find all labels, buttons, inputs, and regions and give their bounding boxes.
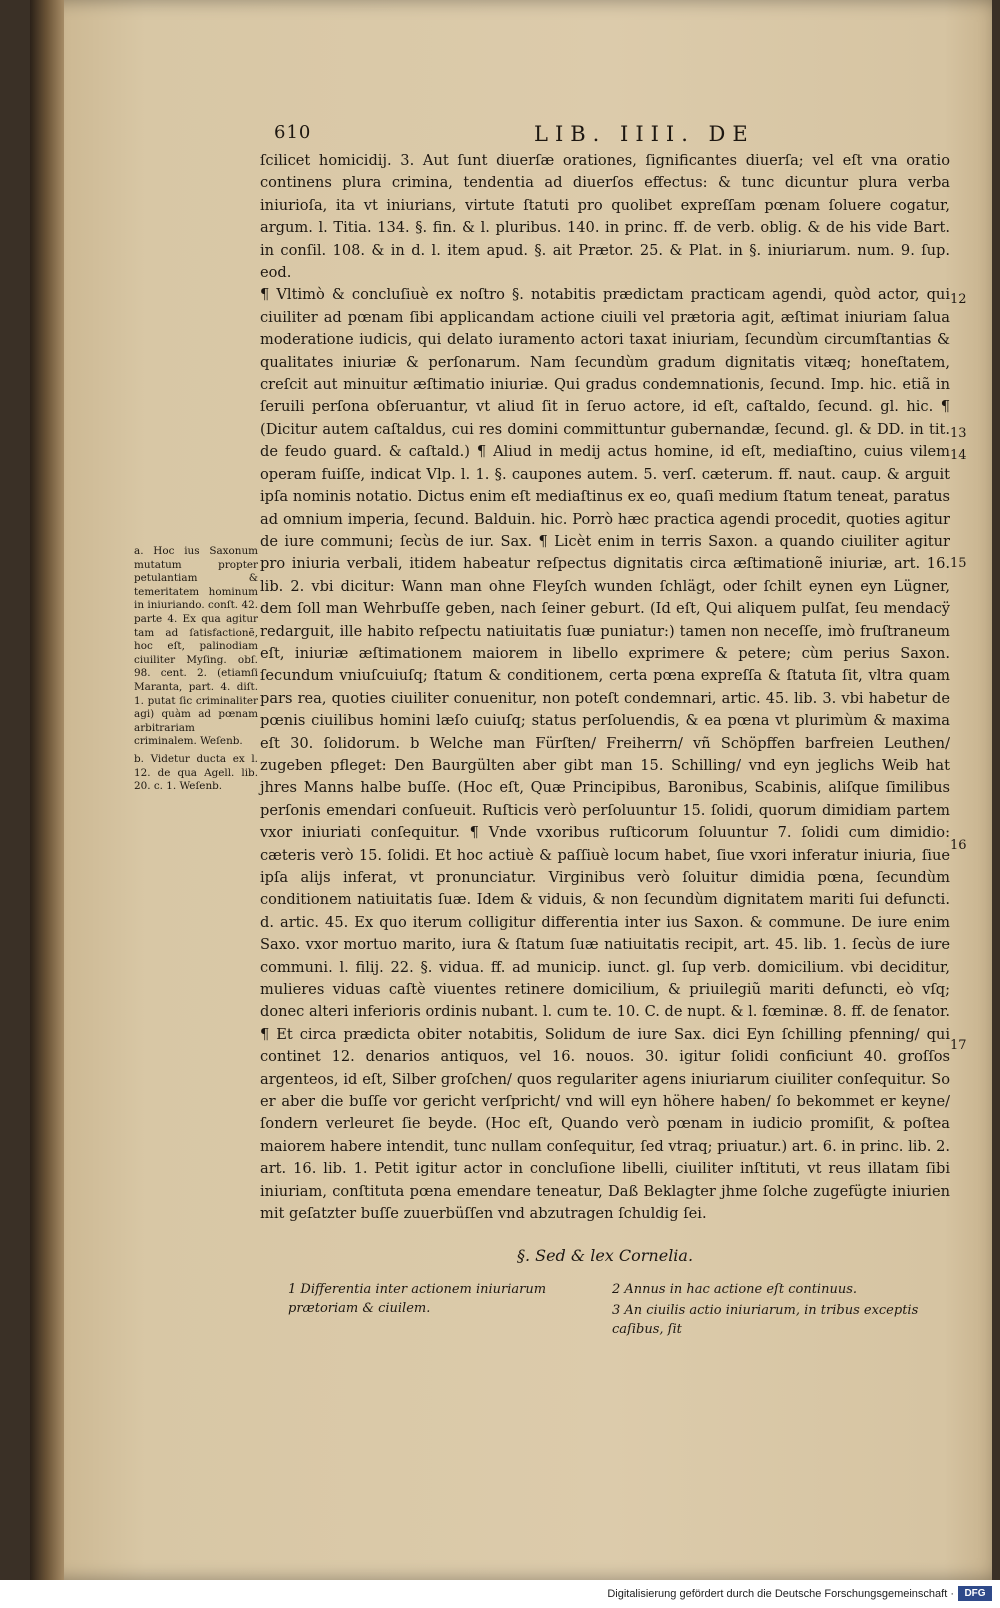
- running-head: LIB. IIII. DE: [534, 122, 755, 146]
- summary-right: [612, 1280, 962, 1341]
- margin-number: 14: [950, 448, 967, 463]
- margin-number: 16: [950, 838, 967, 853]
- footer-credit: Digitalisierung gefördert durch die Deutsche Forschungsgemeinschaft ·: [607, 1588, 954, 1600]
- summary-item: 1 Differentia inter actionem iniuriarum prætoriam & ciuilem.: [288, 1282, 547, 1316]
- margin-number: 13: [950, 426, 967, 441]
- summary-left: [288, 1280, 618, 1320]
- book-page: [30, 0, 992, 1580]
- dfg-logo-icon: DFG: [958, 1586, 992, 1601]
- summary-item: 2 Annus in hac actione eſt continuus.: [612, 1282, 857, 1297]
- summary-item: 3 An ciuilis actio iniuriarum, in tribus exceptis caſibus, ſit: [612, 1303, 919, 1337]
- margin-number: 17: [950, 1038, 967, 1053]
- page-header: [274, 122, 974, 152]
- margin-number: 15: [950, 556, 967, 571]
- book-spine: [30, 0, 64, 1580]
- sidenote-a: a. Hoc ius Saxonum mutatum propter petulantiam & temeritatem hominum in iniuriando. conſt. 42. parte 4. Ex qua agitur tam ad ſatisfactionẽ, hoc eſt, palinodiam ciuiliter Myſing. obſ. 98. cent. 2. (etiamſi Maranta, part. 4. diſt. 1. putat ſic criminaliter agi) quàm ad pœnam arbitrariam criminalem. Weſenb.: [134, 545, 258, 748]
- margin-number: 12: [950, 292, 967, 307]
- sidenote-b: b. Videtur ducta ex l. 12. de qua Agell. lib. 20. c. 1. Weſenb.: [134, 752, 258, 793]
- main-text: [260, 150, 950, 1226]
- paragraph-1: ſcilicet homicidij. 3. Aut ſunt diuerſæ orationes, ſignificantes diuerſa; vel eſt vna oratio continens plura crimina, tendentia ad diuerſos effectus: & tunc dicuntur plura verba iniurioſa, ita vt iniurians, virtute ſtatuti pro quolibet expreſſam pœnam ſoluere cogatur, argum. l. Titia. 134. §. fin. & l. pluribus. 140. in princ. ff. de verb. oblig. & de his vide Bart. in conſil. 108. & in d. l. item apud. §. ait Prætor. 25. & Plat. in §. iniuriarum. num. 9. ſup. eod.: [260, 152, 950, 282]
- paragraph-2: ¶ Vltimò & concluſiuè ex noſtro §. notabitis prædictam practicam agendi, quòd actor, qui ciuiliter ad pœnam ſibi applicandam actione ciuili vel prætoria agit, æſtimat iniuriam ſalua moderatione iudicis, qui delato iuramento actori taxat iniuriam, ſecundùm circumſtantias & qualitates iniuriæ & perſonarum. Nam ſecundùm gradum dignitatis vitæq; honeſtatem, creſcit aut minuitur æſtimatio iniuriæ. Qui gradus condemnationis, ſecund. Imp. hic. etiã in ſeruili perſona obſeruantur, vt aliud ſit in ſeruo actore, id eſt, caſtaldo, ſecund. gl. hic. ¶ (Dicitur autem caſtaldus, cui res domini committuntur gubernandæ, ſecund. gl. & DD. in tit. de feudo guard. & caſtald.) ¶ Aliud in medij actus homine, id eſt, mediaſtino, cuius vilem operam fuiſſe, indicat Vlp. l. 1. §. caupones autem. 5. verſ. cæterum. ff. naut. caup. & arguit ipſa nominis notatio. Dictus enim eſt mediaſtinus ex eo, quaſi medium ſtatum teneat, paratus ad omnium imperia, ſecund. Balduin. hic. Porrò hæc practica agendi procedit, quoties agitur de iure communi; ſecùs de iur. Sax. ¶ Licèt enim in terris Saxon. a quando ciuiliter agitur pro iniuria verbali, itidem habeatur reſpectus dignitatis circa æſtimationẽ iniuriæ, art. 16. lib. 2. vbi dicitur: Wann man ohne Fleyſch wunden ſchlägt, oder ſchilt eynen eyn Lügner, dem ſoll man Wehrbuſſe geben, nach ſeiner geburt. (Id eſt, Qui aliquem pulſat, ſeu mendacÿ redarguit, ille habito reſpectu natiuitatis ſuæ puniatur:) tamen non neceſſe, imò fruſtraneum eſt, iniuriæ æſtimationem maiorem in libello exprimere & petere; cùm perius Saxon. ſecundum vniuſcuiuſq; ſtatum & conditionem, certa pœna expreſſa & ſtatuta ſit, vltra quam pars rea, quoties ciuiliter conuenitur, non poteſt condemnari, artic. 45. lib. 3. vbi habetur de pœnis ciuilibus homini læſo cuiuſq; status perſoluendis, & ea pœna vt plurimùm & maxima eſt 30. ſolidorum. b Welche man Fürſten/ Freiherrn/ vñ Schöpffen barfreien Leuthen/ zugeben pfleget: Den Baurgülten aber gibt man 15. Schilling/ vnd eyn jeglichs Weib hat jhres Manns halbe buſſe. (Hoc eſt, Quæ Principibus, Baronibus, Scabinis, aliſque ſimilibus perſonis emendari conſueuit. Ruſticis verò perſoluuntur 15. ſolidi, quorum dimidiam partem vxor iniuriati conſequitur. ¶ Vnde vxoribus ruſticorum ſoluuntur 7. ſolidi cum dimidio: cæteris verò 15. ſolidi. Et hoc actiuè & paſſiuè locum habet, ſiue vxori inferatur iniuria, ſiue ipſa alijs inferat, vt pronunciatur. Virginibus verò ſoluitur dimidia pœna, ſecundùm conditionem natiuitatis ſuæ. Idem & viduis, & non ſecundùm dignitatem mariti ſui defuncti. d. artic. 45. Ex quo iterum colligitur differentia inter ius Saxon. & commune. De iure enim Saxo. vxor mortuo marito, iura & ſtatum ſuæ natiuitatis recipit, art. 45. lib. 1. ſecùs de iure communi. l. filij. 22. §. vidua. ff. ad municip. iunct. gl. ſup verb. domicilium. vbi deciditur, mulieres viduas caſtè viuentes retinere domicilium, & priuilegiũ mariti defuncti, eò vſq; donec alteri inferioris ordinis nubant. l. cum te. 10. C. de nupt. & l. fœminæ. 8. ff. de ſenator. ¶ Et circa prædicta obiter notabitis, Solidum de iure Sax. dici Eyn ſchilling pfenning/ qui continet 12. denarios antiquos, vel 16. nouos. 30. igitur ſolidi conficiunt 40. groſſos argenteos, id eſt, Silber groſchen/ quos regulariter agens iniuriarum ciuiliter conſequitur. So er aber die buſſe vor gericht verſpricht/ vnd will eyn höhere haben/ ſo bekommet er keyne/ ſondern verleuret ſie beyde. (Hoc eſt, Quando verò pœnam in iudicio promiſit, & poſtea maiorem habere intendit, tunc nullam conſequitur, ſed vtraq; priuatur.) art. 6. in princ. lib. 2. art. 16. lib. 1. Petit igitur actor in concluſione libelli, ciuiliter inſtituti, vt reus illatam ſibi iniuriam, conſtituta pœna emendare teneatur, Daß Beklagter jhme ſolche zugefügte iniurien mit geſatzter buſſe zuuerbüſſen vnd abzutragen ſchuldig ſei.: [260, 286, 950, 1223]
- footer-bar: [0, 1580, 1000, 1608]
- sidenotes: [134, 545, 258, 798]
- section-heading: §. Sed & lex Cornelia.: [516, 1246, 694, 1265]
- page-number: 610: [274, 122, 312, 143]
